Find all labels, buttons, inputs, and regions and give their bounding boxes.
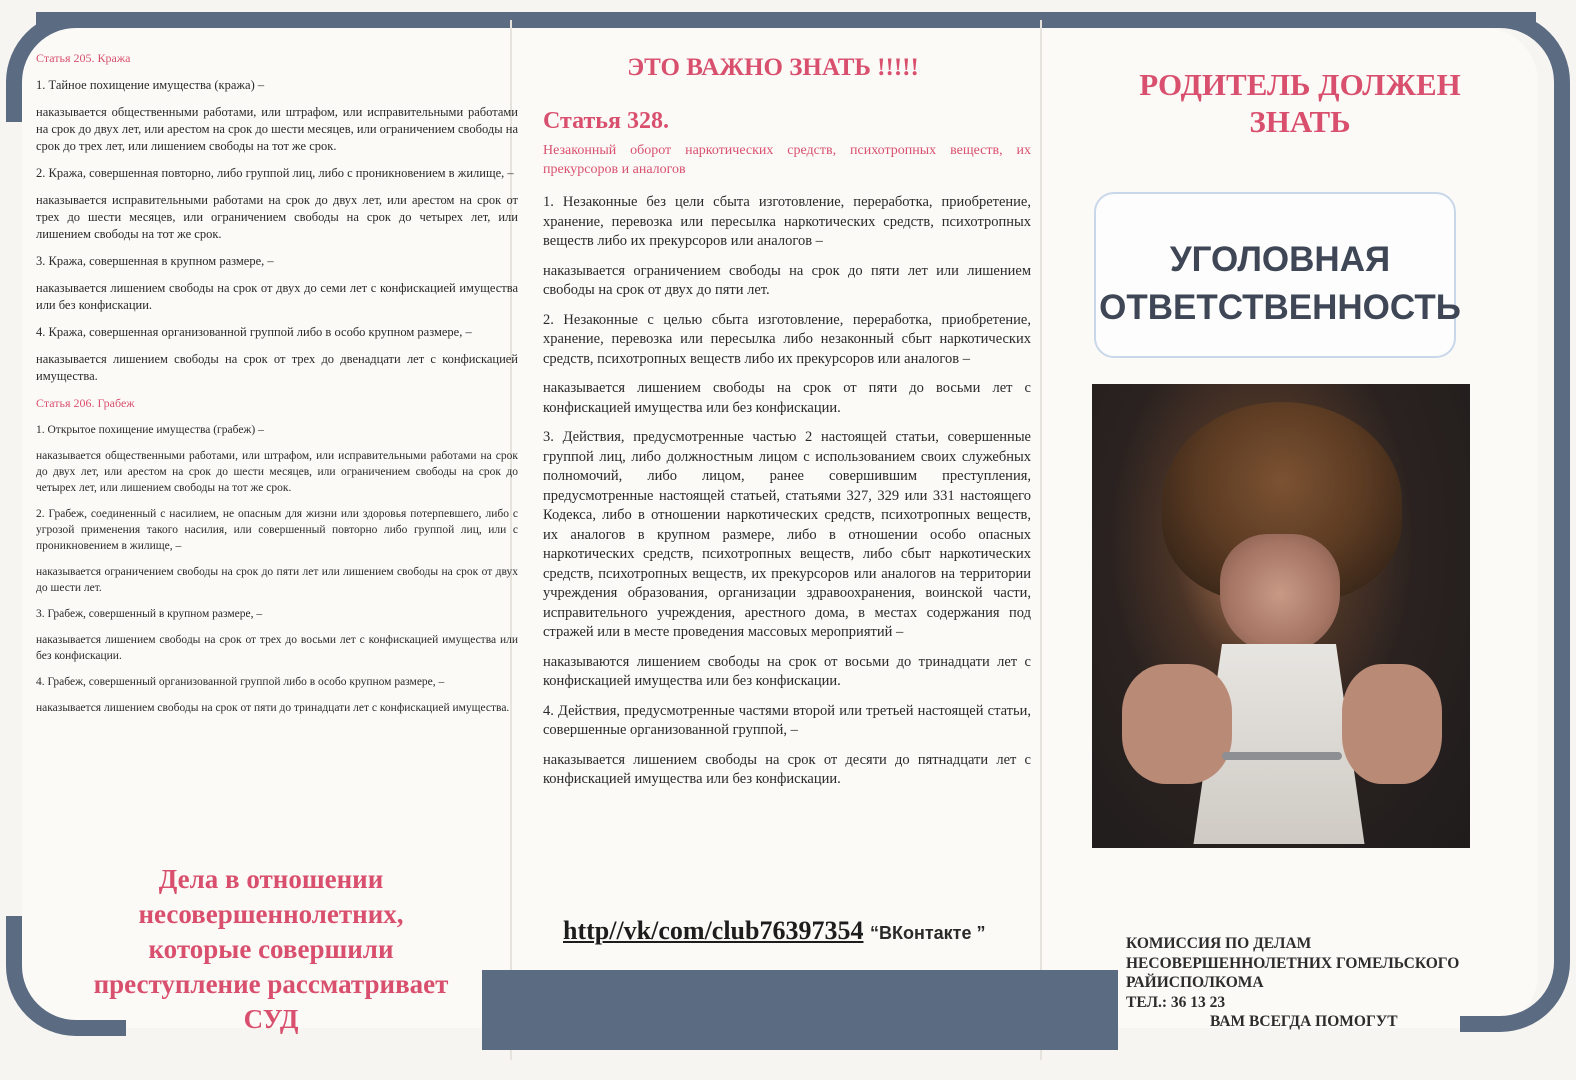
art206-part2: 2. Грабеж, соединенный с насилием, не опасным для жизни или здоровья потерпевшего, либо с угрозой применения такого насилия, или совершенный повторно либо группой лиц, или с проникновением в жилище, – (36, 508, 518, 552)
parent-title-line: ЗНАТЬ (1249, 104, 1351, 139)
handcuffs-icon (1222, 752, 1342, 760)
handcuffed-teen-photo (1092, 384, 1470, 848)
responsibility-line: ОТВЕТСТВЕННОСТЬ (1099, 288, 1461, 327)
article-328-subtitle: Незаконный оборот наркотических средств, психотропных веществ, их прекурсоров и аналогов (543, 143, 1031, 177)
court-notice-line: СУД (243, 1004, 299, 1034)
court-notice-line: Дела в отношении (158, 864, 384, 894)
photo-right-hand (1342, 664, 1442, 784)
art328-part1: 1. Незаконные без цели сбыта изготовление, переработка, приобретение, хранение, перевозка или пересылка наркотических средств, психотропных веществ либо их прекурсоров или аналогов – (543, 194, 1031, 249)
art328-part4-penalty: наказывается лишением свободы на срок от десяти до пятнадцати лет с конфискацией имущества или без конфискации. (543, 751, 1031, 787)
art206-part1: 1. Открытое похищение имущества (грабеж) – (36, 424, 264, 436)
art206-part2-penalty: наказывается ограничением свободы на срок до пяти лет или лишением свободы на срок от двух до шести лет. (36, 566, 518, 594)
art205-part3-penalty: наказывается лишением свободы на срок от двух до семи лет с конфискацией имущества или без конфискации. (36, 281, 518, 312)
art205-part1-penalty: наказывается общественными работами, или штрафом, или исправительными работами на срок до двух лет, или арестом на срок до шести месяцев, или ограничением свободы на срок до трех лет, или лишением свободы на тот же срок. (36, 105, 518, 153)
important-heading: ЭТО ВАЖНО ЗНАТЬ !!!!! (627, 54, 919, 81)
art206-part4: 4. Грабеж, совершенный организованной группой либо в особо крупном размере, – (36, 676, 445, 688)
art328-part3-penalty: наказываются лишением свободы на срок от восьми до тринадцати лет с конфискацией имущества или без конфискации. (543, 653, 1031, 689)
fold-line-right (1040, 20, 1042, 1060)
court-notice-line: преступление рассматривает (93, 969, 449, 999)
art205-part4-penalty: наказывается лишением свободы на срок от трех до двенадцати лет с конфискацией имущества. (36, 352, 518, 383)
commission-help-line: ВАМ ВСЕГДА ПОМОГУТ (1210, 1013, 1398, 1030)
commission-line: РАЙИСПОЛКОМА (1126, 974, 1264, 991)
art206-part3-penalty: наказывается лишением свободы на срок от трех до восьми лет с конфискацией имущества или без конфискации. (36, 634, 518, 662)
court-notice (36, 862, 506, 1037)
art328-part2: 2. Незаконные с целью сбыта изготовление, переработка, приобретение, хранение, перевозка или пересылка либо незаконный сбыт наркотических средств, психотропных веществ либо их прекурсоров или аналогов – (543, 311, 1031, 367)
commission-line: КОМИССИЯ ПО ДЕЛАМ (1126, 935, 1312, 952)
right-panel (1060, 0, 1530, 1080)
commission-line: НЕСОВЕРШЕННОЛЕТНИХ ГОМЕЛЬСКОГО (1126, 954, 1460, 972)
criminal-responsibility-title (1060, 236, 1500, 332)
middle-panel (543, 54, 1031, 800)
art205-part4: 4. Кража, совершенная организованной группой либо в особо крупном размере, – (36, 325, 472, 339)
art328-part3: 3. Действия, предусмотренные частью 2 настоящей статьи, совершенные группой лиц, либо должностным лицом с использованием своих служебных полномочий, либо лицом, ранее совершившим преступления, предусмотренные настоящей статьей, статьями 327, 329 или 331 настоящего Кодекса, либо в отношении наркотических средств, психотропных веществ, их аналогов в крупном размере, либо в отношении особо опасных наркотических средств, психотропных веществ, либо сбыт наркотических средств, психотропных веществ, их прекурсоров или аналогов на территории учреждения образования, организации здравоохранения, воинской части, исправительного учреждения, арестного дома, в местах содержания под стражей или в месте проведения массовых мероприятий – (543, 429, 1031, 640)
art328-part2-penalty: наказывается лишением свободы на срок от пяти до восьми лет с конфискацией имущества или без конфискации. (543, 380, 1031, 416)
parent-title-line: РОДИТЕЛЬ ДОЛЖЕН (1139, 67, 1461, 102)
vk-name: “ВКонтакте ” (869, 923, 986, 943)
art205-part2: 2. Кража, совершенная повторно, либо группой лиц, либо с проникновением в жилище, – (36, 166, 514, 180)
art328-part1-penalty: наказывается ограничением свободы на срок до пяти лет или лишением свободы на срок от двух до пяти лет. (543, 262, 1031, 298)
vk-url-link[interactable]: http//vk/com/club76397354 (563, 916, 864, 945)
article-328-heading: Статья 328. (543, 107, 669, 134)
art205-part3: 3. Кража, совершенная в крупном размере, – (36, 254, 274, 268)
article-206-heading: Статья 206. Грабеж (36, 396, 135, 410)
art206-part3: 3. Грабеж, совершенный в крупном размере, – (36, 608, 263, 620)
commission-contact (1126, 934, 1526, 1032)
responsibility-line: УГОЛОВНАЯ (1169, 240, 1391, 279)
court-notice-line: которые совершили (148, 934, 394, 964)
left-panel (36, 50, 518, 1034)
article-205-heading: Статья 205. Кража (36, 51, 131, 65)
art206-part4-penalty: наказывается лишением свободы на срок от пяти до тринадцати лет с конфискацией имущества. (36, 702, 510, 714)
photo-left-hand (1122, 664, 1232, 784)
bottom-decor-bar (482, 970, 1118, 1050)
commission-phone: ТЕЛ.: 36 13 23 (1126, 993, 1226, 1011)
parent-title (1080, 66, 1520, 140)
art206-part1-penalty: наказывается общественными работами, или штрафом, или исправительными работами на срок до двух лет, или арестом на срок до шести месяцев, или ограничением свободы на срок до четырех лет, или лишением свободы на тот же срок. (36, 450, 518, 494)
art205-part1: 1. Тайное похищение имущества (кража) – (36, 78, 265, 92)
vk-link-line (563, 916, 1033, 946)
art328-part4: 4. Действия, предусмотренные частями второй или третьей настоящей статьи, совершенные организованной группой, – (543, 702, 1031, 738)
photo-face (1220, 534, 1340, 654)
art205-part2-penalty: наказывается исправительными работами на срок до двух лет, или арестом на срок от трех до шести месяцев, или ограничением свободы на срок до четырех лет, или лишением свободы на тот же срок. (36, 193, 518, 241)
court-notice-line: несовершеннолетних, (138, 899, 404, 929)
